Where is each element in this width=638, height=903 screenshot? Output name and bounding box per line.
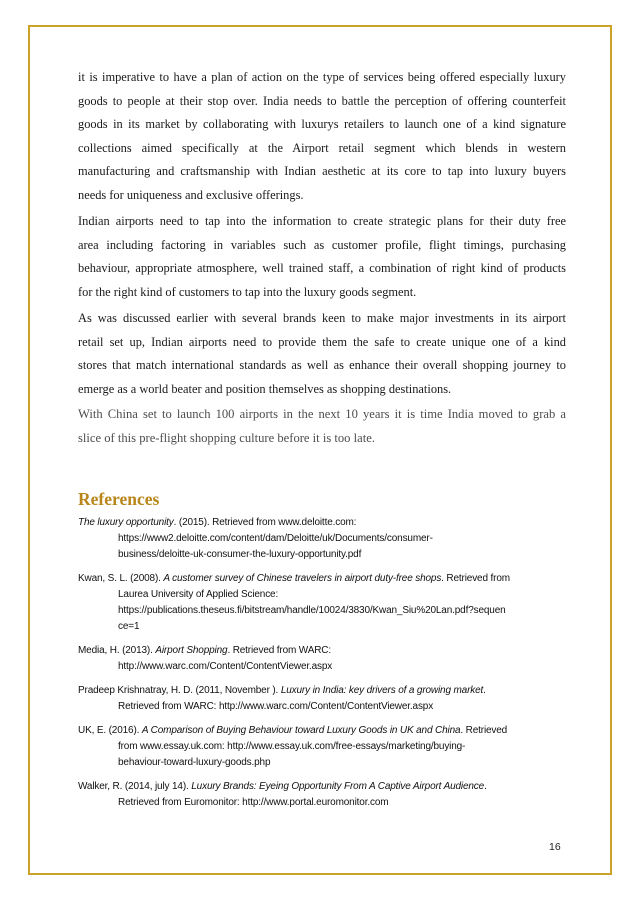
reference-continuation: behaviour-toward-luxury-goods.php: [118, 757, 271, 768]
paragraph-3: [78, 307, 566, 401]
paragraph-line: manufacturing and craftsmanship with Indian aesthetic at its core to tap into luxury buyers: [78, 164, 566, 178]
paragraph-line: With China set to launch 100 airports in the next 10 years it is time India moved to grab a: [78, 407, 566, 421]
reference-first-line: [78, 515, 570, 531]
reference-continuation: from www.essay.uk.com: http://www.essay.uk.com/free-essays/marketing/buying-: [118, 741, 466, 752]
reference-first-line: [78, 683, 570, 699]
reference-title: A customer survey of Chinese travelers in airport duty-free shops: [163, 573, 442, 584]
reference-continuation: https://www2.deloitte.com/content/dam/Deloitte/uk/Documents/consumer-: [118, 533, 433, 544]
paragraph-line: area including factoring in variables such as customer profile, flight timings, purchasing: [78, 237, 566, 252]
reference-title: A Comparison of Buying Behaviour toward Luxury Goods in UK and China: [141, 725, 461, 736]
reference-first-line: [78, 571, 570, 587]
reference-text: . Retrieved from WARC:: [227, 645, 332, 656]
paragraph-line: behaviour, appropriate atmosphere, well trained staff, a combination of right kind of products: [78, 261, 566, 275]
reference-continuation: https://publications.theseus.fi/bitstream/handle/10024/3830/Kwan_Siu%20Lan.pdf?sequen: [118, 605, 506, 616]
reference-title: Airport Shopping: [155, 645, 228, 656]
page-number: 16: [549, 841, 561, 853]
paragraph-4: [78, 403, 566, 450]
paragraph-2: [78, 210, 566, 304]
reference-continuation: business/deloitte-uk-consumer-the-luxury-opportunity.pdf: [118, 549, 362, 560]
reference-entry: [78, 571, 570, 635]
paragraph-line: slice of this pre-flight shopping culture before it is too late.: [78, 430, 375, 445]
reference-author: UK, E. (2016).: [78, 725, 142, 736]
reference-entry: [78, 643, 570, 675]
reference-author: Walker, R. (2014, july 14).: [78, 781, 192, 792]
paragraph-line: it is imperative to have a plan of action on the type of services being offered especially luxury: [78, 70, 566, 84]
reference-text: . Retrieved: [460, 725, 508, 736]
reference-continuation: Laurea University of Applied Science:: [118, 589, 279, 600]
reference-text: .: [484, 781, 487, 792]
paragraph-line: stores that match international standards as well as enhance their overall shopping journey to: [78, 358, 566, 372]
paragraph-line: goods in its market by collaborating with luxurys retailers to launch one of a kind signature: [78, 117, 566, 131]
reference-continuation: Retrieved from Euromonitor: http://www.portal.euromonitor.com: [118, 797, 389, 808]
paragraph-1: [78, 66, 566, 207]
reference-continuation: ce=1: [118, 621, 140, 632]
paragraph-line: Indian airports need to tap into the information to create strategic plans for their duty free: [78, 214, 566, 228]
references-heading: References: [78, 489, 160, 509]
paragraph-line: As was discussed earlier with several brands keen to make major investments in its airport: [78, 311, 566, 325]
reference-title: The luxury opportunity: [78, 517, 174, 528]
reference-first-line: [78, 723, 570, 739]
paragraph-line: collections aimed specifically at the Airport retail segment which blends in western: [78, 140, 566, 155]
reference-text: . (2015). Retrieved from www.deloitte.com:: [173, 517, 357, 528]
reference-title: Luxury in India: key drivers of a growing market: [280, 685, 484, 696]
reference-entry: [78, 515, 570, 563]
reference-entry: [78, 779, 570, 811]
paragraph-line: retail set up, Indian airports need to provide them the safe to create unique one of a kind: [78, 334, 566, 349]
reference-text: . Retrieved from: [441, 573, 510, 584]
reference-continuation: Retrieved from WARC: http://www.warc.com/Content/ContentViewer.aspx: [118, 701, 434, 712]
reference-entry: [78, 723, 570, 771]
paragraph-line: for the right kind of customers to tap into the luxury goods segment.: [78, 284, 417, 299]
reference-continuation: http://www.warc.com/Content/ContentViewer.aspx: [118, 661, 333, 672]
references-list: [78, 515, 570, 819]
paragraph-line: emerge as a world beater and position themselves as shopping destinations.: [78, 381, 452, 396]
reference-author: Kwan, S. L. (2008).: [78, 573, 164, 584]
reference-title: Luxury Brands: Eyeing Opportunity From A Captive Airport Audience: [191, 781, 485, 792]
paragraph-line: needs for uniqueness and exclusive offerings.: [78, 187, 304, 202]
reference-first-line: [78, 779, 570, 795]
paragraph-line: goods to people at their stop over. India needs to battle the perception of offering counterfeit: [78, 93, 566, 108]
reference-author: Media, H. (2013).: [78, 645, 156, 656]
reference-text: .: [483, 685, 486, 696]
reference-entry: [78, 683, 570, 715]
reference-author: Pradeep Krishnatray, H. D. (2011, November ).: [78, 685, 281, 696]
reference-first-line: [78, 643, 570, 659]
